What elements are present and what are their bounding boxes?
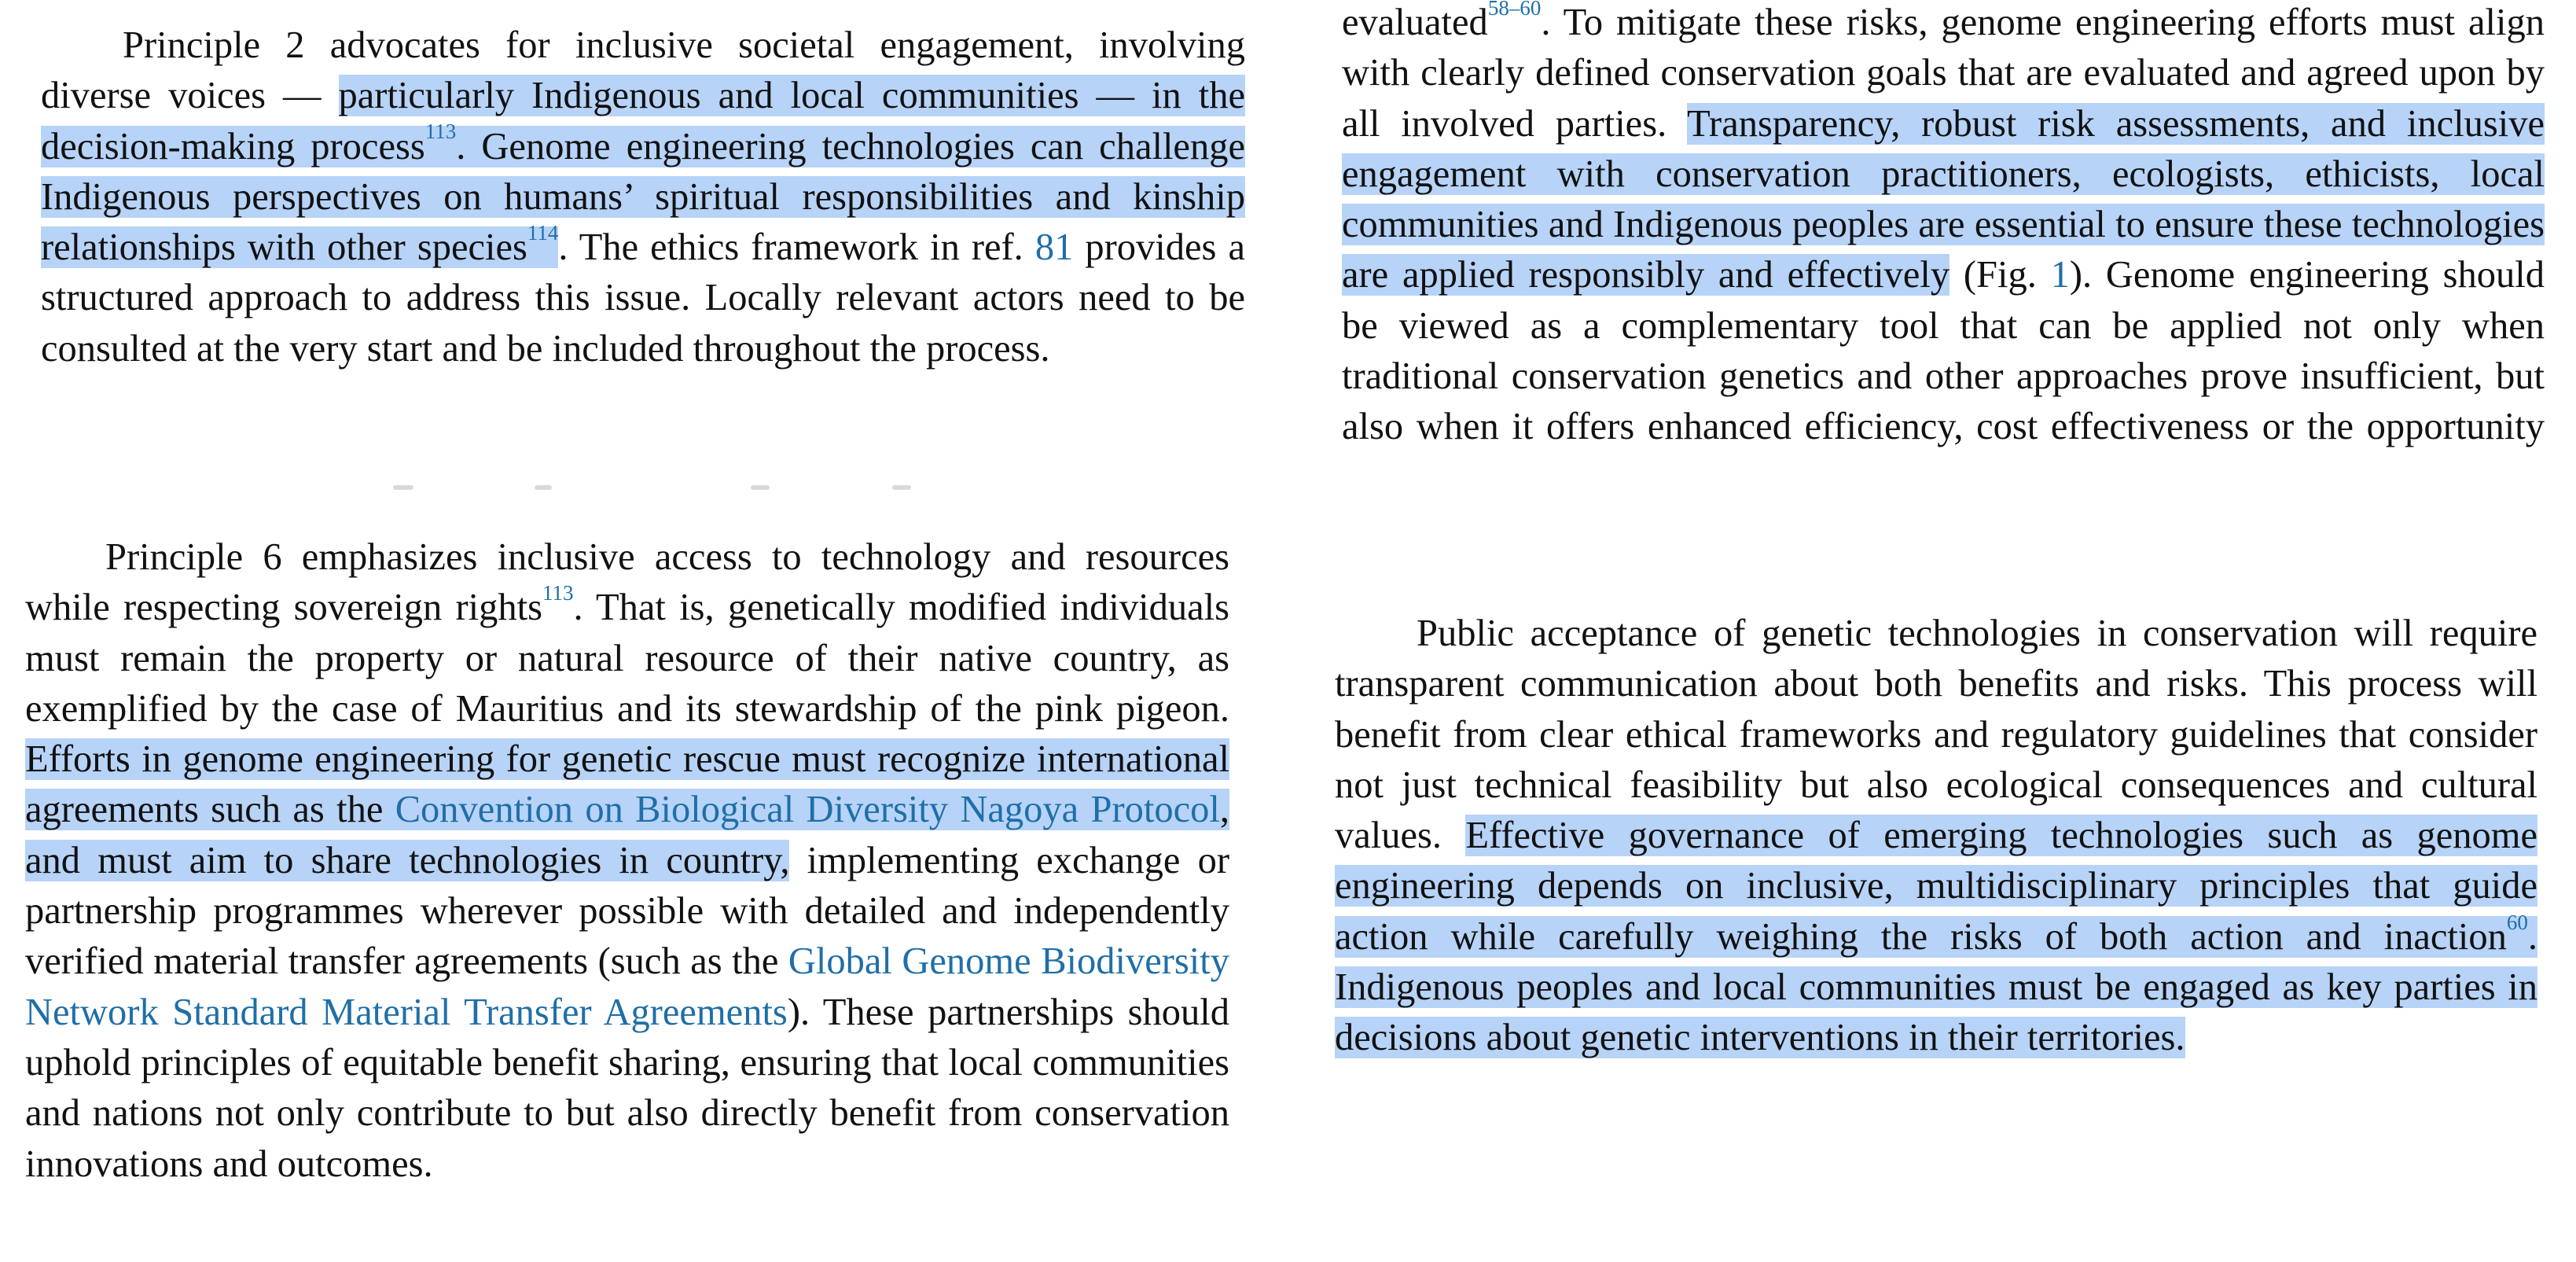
paragraph-principle-6 [25, 532, 1229, 1190]
highlight-run: Effective governance of emerging technologies such as genome engineering depends on inclusive, multidisciplinary principles that guide action while carefully weighing the risks of both action and inaction [1335, 815, 2537, 958]
highlight-run: Efforts in genome engineering for genetic rescue must recognize international agreements such as the [25, 738, 1229, 831]
citation-113[interactable]: 113 [542, 581, 574, 605]
text-run: . That is, genetically modified individuals must remain the property or natural resource of their native country, as exemplified by the case of Mauritius and its stewardship of the pink pigeon. [25, 587, 1229, 730]
highlight-run: . Indigenous peoples and local communities must be engaged as key parties in decisions about genetic interventions in their territories. [1335, 915, 2537, 1059]
text-run: . To mitigate these risks, genome engineering efforts must align with clearly defined conservation goals that are evaluated and agreed upon by all involved parties. [1342, 2, 2545, 145]
paragraph-mitigate-risks [1342, 0, 2545, 453]
text-run: implementing exchange or partnership programmes wherever possible with detailed and independently verified material transfer agreements (such as the [25, 839, 1229, 983]
text-run: provides a structured approach to address this issue. Locally relevant actors need to be consulted at the very start and be included throughout the process. [41, 226, 1245, 370]
text-run: ). These partnerships should uphold principles of equitable benefit sharing, ensuring that local communities and nations not only contribute to but also directly benefit from conservation innovations and outcomes. [25, 991, 1229, 1185]
highlighted-text: Transparency, robust risk assessments, and inclusive engagement with conservation practitioners, ecologists, ethicists, local communities and Indigenous peoples are essential to ensure these technologies are applied responsibly and effectively [1342, 102, 2545, 296]
citation-113[interactable]: 113 [424, 120, 457, 144]
highlight-run: , and must aim to share technologies in country, [25, 789, 1229, 881]
paragraph-principle-2 [41, 20, 1245, 374]
text-run: Principle 2 advocates for inclusive societal engagement, involving diverse voices — [41, 24, 1245, 117]
highlight-run: . Genome engineering technologies can challenge Indigenous perspectives on humans’ spiritual responsibilities and kinship relationships with other species [41, 125, 1245, 269]
highlighted-text [1335, 815, 2537, 1058]
text-run: Public acceptance of genetic technologies in conservation will require transparent communication about both benefits and risks. This process will benefit from clear ethical frameworks and regulatory guidelines that consider not just technical feasibility but also ecological consequences and cultural values. [1335, 613, 2537, 857]
text-run: Principle 6 emphasizes inclusive access to technology and resources while respecting sovereign rights [25, 536, 1229, 629]
citation-60[interactable]: 60 [2506, 910, 2528, 934]
text-run: . The ethics framework in ref. [558, 226, 1035, 269]
cropped-line-fragment [751, 485, 770, 490]
nagoya-protocol-link[interactable]: Convention on Biological Diversity Nagoya Protocol [395, 789, 1220, 831]
citation-114[interactable]: 114 [527, 221, 559, 245]
cropped-line-fragment [892, 485, 911, 490]
highlight-run: particularly Indigenous and local communities — in the decision-making process [41, 75, 1245, 167]
text-run: evaluated [1342, 2, 1488, 43]
citation-58-60[interactable]: 58–60 [1487, 0, 1542, 20]
reference-link-81[interactable]: 81 [1034, 226, 1074, 269]
text-run: (Fig. [1949, 254, 2051, 296]
paragraph-public-acceptance [1335, 609, 2537, 1064]
ggbn-agreements-link[interactable]: Global Genome Biodiversity Network Standard Material Transfer Agreements [25, 940, 1229, 1033]
figure-1-link[interactable]: 1 [2050, 254, 2070, 296]
text-run: ). Genome engineering should be viewed as a complementary tool that can be applied not only when traditional conservation genetics and other approaches prove insufficient, but also when it offers enhanced efficiency, cost effectiveness or the opportunity [1342, 254, 2545, 448]
cropped-line-fragment [535, 485, 552, 490]
cropped-line-fragment [393, 485, 413, 490]
